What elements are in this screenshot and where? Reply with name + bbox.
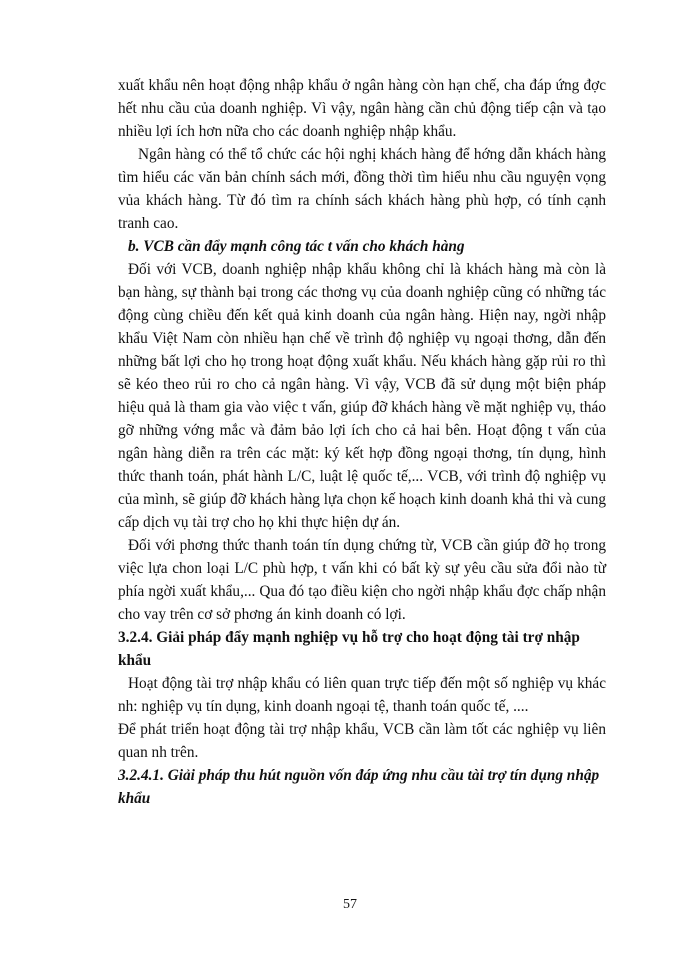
- paragraph-import-limits: xuất khẩu nên hoạt động nhập khẩu ở ngân hàng còn hạn chế, cha đáp ứng đợc hết nhu cầu của doanh nghiệp. Vì vậy, ngân hàng cần chủ động tiếp cận và tạo nhiều lợi ích hơn nữa cho các doanh nghiệp nhập khẩu.: [118, 77, 606, 140]
- subheading-3-2-4-1: 3.2.4.1. Giải pháp thu hút nguồn vốn đáp ứng nhu cầu tài trợ tín dụng nhập khẩu: [118, 767, 600, 807]
- paragraph-customer-conferences: Ngân hàng có thể tổ chức các hội nghị khách hàng để hớng dẫn khách hàng tìm hiểu các văn bản chính sách mới, đồng thời tìm hiểu nhu cầu nguyện vọng vủa khách hàng. Từ đó tìm ra chính sách khách hàng phù hợp, có tính cạnh tranh cao.: [118, 146, 606, 232]
- paragraph-related-operations: Hoạt động tài trợ nhập khẩu có liên quan trực tiếp đến một số nghiệp vụ khác nh: nghiệp vụ tín dụng, kinh doanh ngoại tệ, thanh toán quốc tế, ....: [118, 675, 606, 715]
- paragraph-vcb-consulting: Đối với VCB, doanh nghiệp nhập khẩu không chỉ là khách hàng mà còn là bạn hàng, sự thành bại trong các thơng vụ của doanh nghiệp cũng có những tác động cùng chiều đến kết quả kinh doanh của ngân hàng. Hiện nay, ngời nhập khẩu Việt Nam còn nhiều hạn chế về trình độ nghiệp vụ ngoại thơng, dẫn đến những bất lợi cho họ trong hoạt động xuất khẩu. Nếu khách hàng gặp rủi ro thì sẽ kéo theo rủi ro cho cả ngân hàng. Vì vậy, VCB đã sử dụng một biện pháp hiệu quả là tham gia vào việc t vấn, giúp đỡ khách hàng về mặt nghiệp vụ, tháo gỡ những vớng mắc và đảm bảo lợi ích cho cả hai bên. Hoạt động t vấn của ngân hàng diễn ra trên các mặt: ký kết hợp đồng ngoại thơng, tín dụng, hình thức thanh toán, phát hành L/C, luật lệ quốc tế,... VCB, với trình độ nghiệp vụ của mình, sẽ giúp đỡ khách hàng lựa chọn kế hoạch kinh doanh khả thi và cung cấp dịch vụ tài trợ cho họ khi thực hiện dự án.: [118, 261, 606, 531]
- page-body: [118, 74, 606, 810]
- paragraph-documentary-credit: Đối với phơng thức thanh toán tín dụng chứng từ, VCB cần giúp đỡ họ trong việc lựa chon loại L/C phù hợp, t vấn khi có bất kỳ sự yêu cầu sửa đổi nào từ phía ngời xuất khẩu,... Qua đó tạo điều kiện cho ngời nhập khẩu đợc chấp nhận cho vay trên cơ sở phơng án kinh doanh có lợi.: [118, 537, 606, 623]
- subheading-b-consulting: b. VCB cần đẩy mạnh công tác t vấn cho khách hàng: [128, 238, 465, 255]
- page-number: 57: [343, 897, 357, 912]
- section-heading-3-2-4: 3.2.4. Giải pháp đẩy mạnh nghiệp vụ hỗ trợ cho hoạt động tài trợ nhập khẩu: [118, 629, 580, 669]
- paragraph-develop-import-finance: Để phát triển hoạt động tài trợ nhập khẩu, VCB cần làm tốt các nghiệp vụ liên quan nh trên.: [118, 721, 606, 761]
